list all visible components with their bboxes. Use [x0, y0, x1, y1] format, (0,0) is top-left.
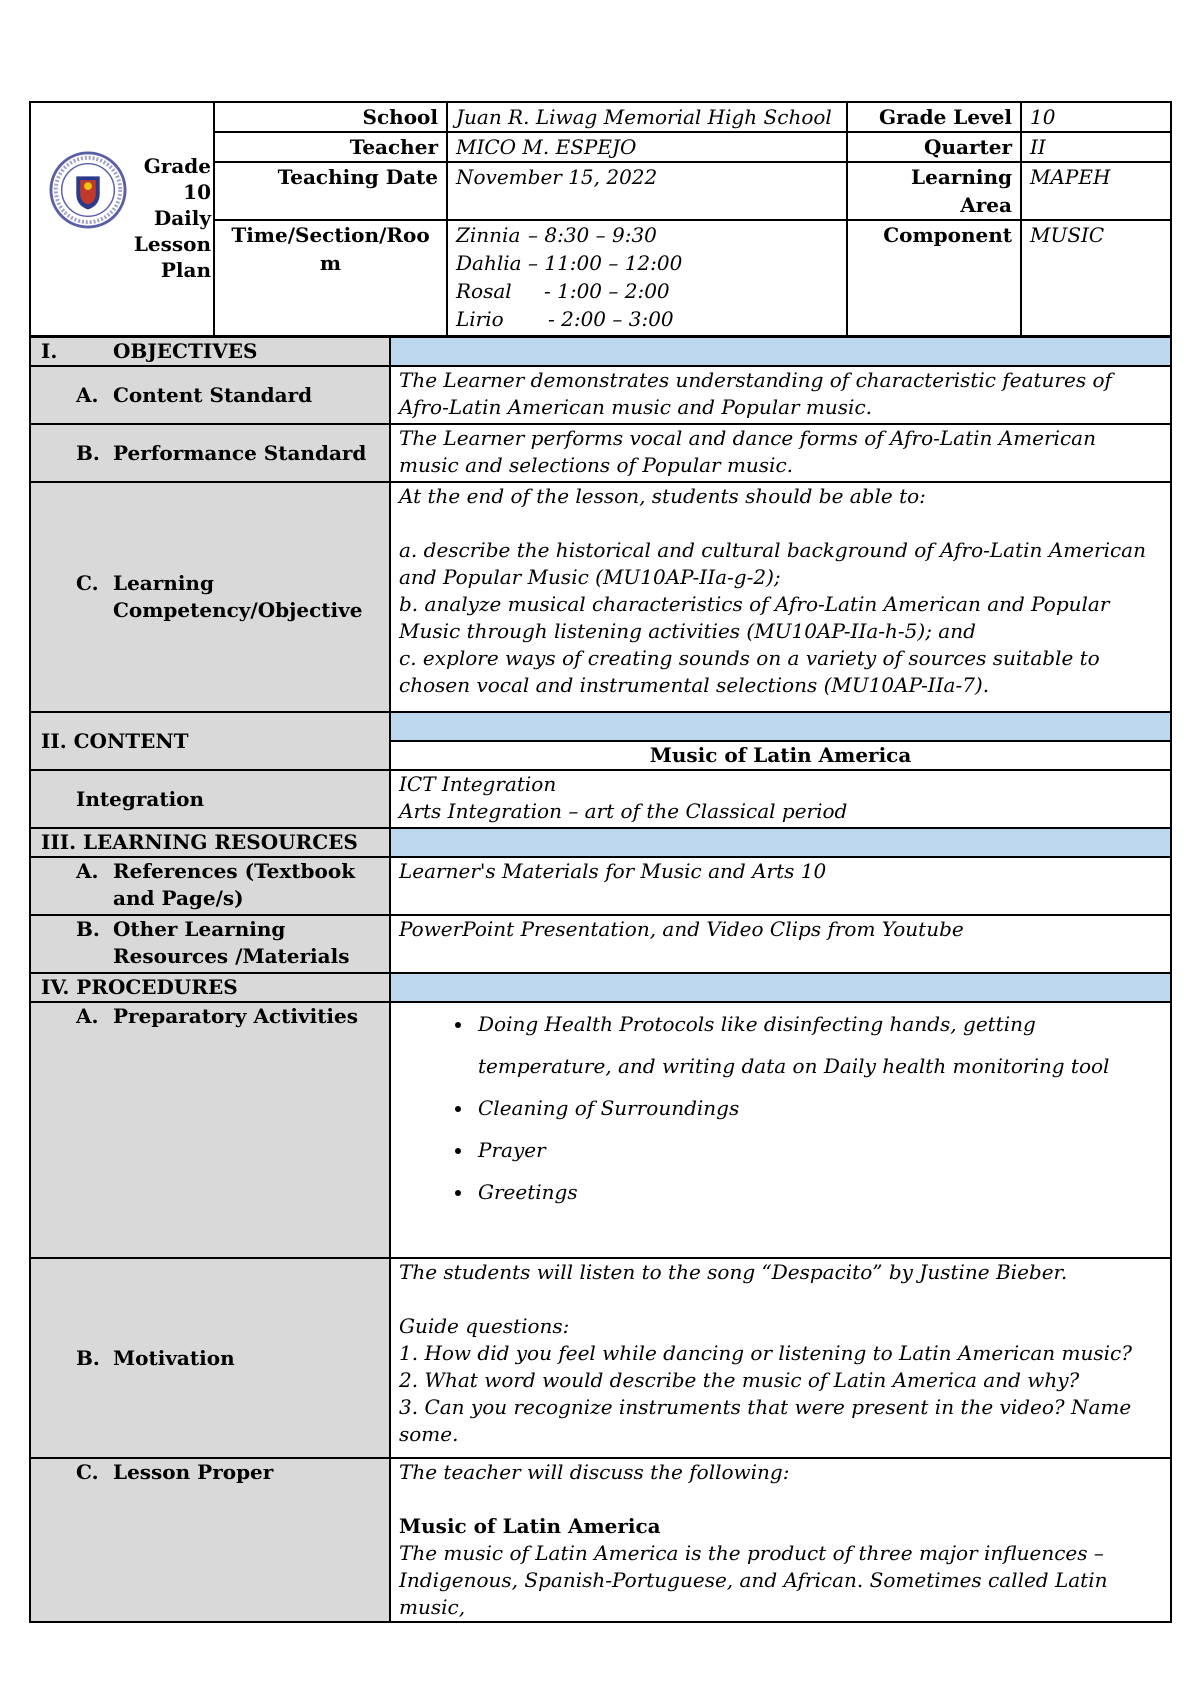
resources-fill: [390, 828, 1171, 857]
list-item: • Prayer: [474, 1129, 1162, 1171]
item-letter: A.: [76, 382, 99, 407]
schedule-row: [456, 221, 838, 249]
teacher-label: Teacher: [214, 132, 447, 162]
item-letter: A.: [76, 1004, 99, 1028]
item-letter: A.: [76, 859, 99, 883]
procedures-heading: IV. PROCEDURES: [30, 973, 390, 1002]
other-resources-label: [30, 915, 390, 973]
motivation-label: [30, 1258, 390, 1458]
grade-title: [131, 153, 211, 283]
content-fill: [390, 712, 1171, 741]
content-topic: Music of Latin America: [390, 741, 1171, 770]
list-item: • Cleaning of Surroundings: [474, 1087, 1162, 1129]
component-label: Component: [847, 220, 1021, 336]
teaching-date-value: November 15, 2022: [447, 162, 847, 220]
item-title: Competency/Objective: [113, 598, 363, 622]
item-title: Other Learning Resources /Materials: [113, 917, 350, 968]
preparatory-list: [399, 1003, 1162, 1213]
integration-label: Integration: [30, 770, 390, 828]
schedule-time: – 8:30 – 9:30: [528, 223, 657, 247]
content-standard-label: [30, 366, 390, 424]
logo-cell: [30, 102, 214, 336]
lesson-intro: The teacher will discuss the following:: [399, 1460, 790, 1484]
competency-item: b. analyze musical characteristics of Afro-Latin American and Popular Music through listening activities (MU10AP-IIa-h-5); and: [399, 592, 1110, 643]
item-letter: B.: [76, 1345, 100, 1370]
time-label-line: m: [319, 251, 342, 275]
section-title: OBJECTIVES: [113, 339, 258, 363]
integration-text: [390, 770, 1171, 828]
item-letter: C.: [76, 571, 99, 595]
item-letter: B.: [76, 440, 100, 465]
school-label: School: [214, 102, 447, 132]
references-label: [30, 857, 390, 915]
quarter-value: II: [1021, 132, 1171, 162]
schedule-row: [456, 305, 838, 333]
resources-heading: III. LEARNING RESOURCES: [30, 828, 390, 857]
grade-title-line: Lesson: [133, 232, 211, 256]
grade-title-line: Grade 10: [143, 154, 211, 204]
item-title: Performance Standard: [113, 440, 367, 465]
school-value: Juan R. Liwag Memorial High School: [447, 102, 847, 132]
item-title: Content Standard: [113, 382, 313, 407]
lesson-proper-text: [390, 1458, 1171, 1622]
spacer: [399, 510, 1162, 537]
schedule-section: Lirio: [456, 307, 504, 331]
schedule-row: [456, 249, 838, 277]
item-title: References (Textbook and Page/s): [113, 859, 356, 910]
item-title: Learning: [113, 571, 214, 595]
item-letter: C.: [76, 1460, 99, 1484]
schedule-section: Zinnia: [456, 223, 521, 247]
objectives-heading: [30, 337, 390, 366]
grade-title-line: Plan: [160, 258, 211, 282]
quarter-label: Quarter: [847, 132, 1021, 162]
competency-item: c. explore ways of creating sounds on a variety of sources suitable to chosen vocal and instrumental selections (MU10AP-IIa-7).: [399, 646, 1100, 697]
schedule-time: – 11:00 – 12:00: [528, 251, 683, 275]
lesson-paragraph: The music of Latin America is the product of three major influences – Indigenous, Spanish-Portuguese, and African. Sometimes called Latin music,: [399, 1541, 1108, 1619]
learning-area-label: Learning Area: [847, 162, 1021, 220]
schedule-section: Rosal: [456, 279, 512, 303]
competency-intro: At the end of the lesson, students should be able to:: [399, 484, 926, 508]
competency-item: a. describe the historical and cultural background of Afro-Latin American and Popular Music (MU10AP-IIa-g-2);: [399, 538, 1146, 589]
guide-question: 3. Can you recognize instruments that were present in the video? Name some.: [399, 1395, 1132, 1446]
other-resources-text: PowerPoint Presentation, and Video Clips from Youtube: [390, 915, 1171, 973]
header-table: [29, 101, 1172, 337]
guide-question: 2. What word would describe the music of Latin America and why?: [399, 1368, 1080, 1392]
performance-standard-text: The Learner performs vocal and dance forms of Afro-Latin American music and selections of Popular music.: [390, 424, 1171, 482]
content-standard-text: The Learner demonstrates understanding of characteristic features of Afro-Latin American music and Popular music.: [390, 366, 1171, 424]
competency-label-row: [76, 570, 381, 624]
lesson-heading: Music of Latin America: [399, 1514, 661, 1538]
competency-text: [390, 482, 1171, 712]
item-letter: B.: [76, 917, 100, 941]
lesson-plan-table: [29, 336, 1172, 1623]
deped-seal-icon: [49, 151, 127, 229]
references-text: Learner's Materials for Music and Arts 10: [390, 857, 1171, 915]
integration-item: Arts Integration – art of the Classical period: [399, 799, 848, 823]
list-item: • Greetings: [474, 1171, 1162, 1213]
guide-question: 1. How did you feel while dancing or listening to Latin American music?: [399, 1341, 1132, 1365]
procedures-fill: [390, 973, 1171, 1002]
schedule-section: Dahlia: [456, 251, 522, 275]
section-number: I.: [41, 339, 58, 363]
content-heading: II. CONTENT: [30, 712, 390, 770]
preparatory-list-cell: [390, 1002, 1171, 1258]
item-title: Lesson Proper: [113, 1460, 274, 1484]
grade-title-line: Daily: [153, 206, 211, 230]
time-label-line: Time/Section/Roo: [231, 223, 430, 247]
schedule-row: [456, 277, 838, 305]
guide-title: Guide questions:: [399, 1314, 570, 1338]
competency-label: [30, 482, 390, 712]
time-section-label: [214, 220, 447, 336]
schedule-list: [447, 220, 847, 336]
preparatory-label: [30, 1002, 390, 1258]
item-title: Motivation: [113, 1345, 235, 1370]
component-value: MUSIC: [1021, 220, 1171, 336]
item-title: Preparatory Activities: [113, 1004, 359, 1028]
spacer: [399, 1486, 1162, 1513]
objectives-fill: [390, 337, 1171, 366]
spacer: [399, 1286, 1162, 1313]
integration-item: ICT Integration: [399, 772, 557, 796]
lesson-proper-label: [30, 1458, 390, 1622]
grade-level-label: Grade Level: [847, 102, 1021, 132]
schedule-time: - 1:00 – 2:00: [544, 279, 670, 303]
motivation-text: [390, 1258, 1171, 1458]
motivation-intro: The students will listen to the song “Despacito” by Justine Bieber.: [399, 1260, 1068, 1284]
learning-area-value: MAPEH: [1021, 162, 1171, 220]
performance-standard-label: [30, 424, 390, 482]
list-item: • Doing Health Protocols like disinfecting hands, getting temperature, and writing data on Daily health monitoring tool: [474, 1003, 1162, 1087]
teaching-date-label: Teaching Date: [214, 162, 447, 220]
grade-level-value: 10: [1021, 102, 1171, 132]
competency-title: [113, 570, 362, 624]
schedule-time: - 2:00 – 3:00: [548, 307, 674, 331]
teacher-value: MICO M. ESPEJO: [447, 132, 847, 162]
